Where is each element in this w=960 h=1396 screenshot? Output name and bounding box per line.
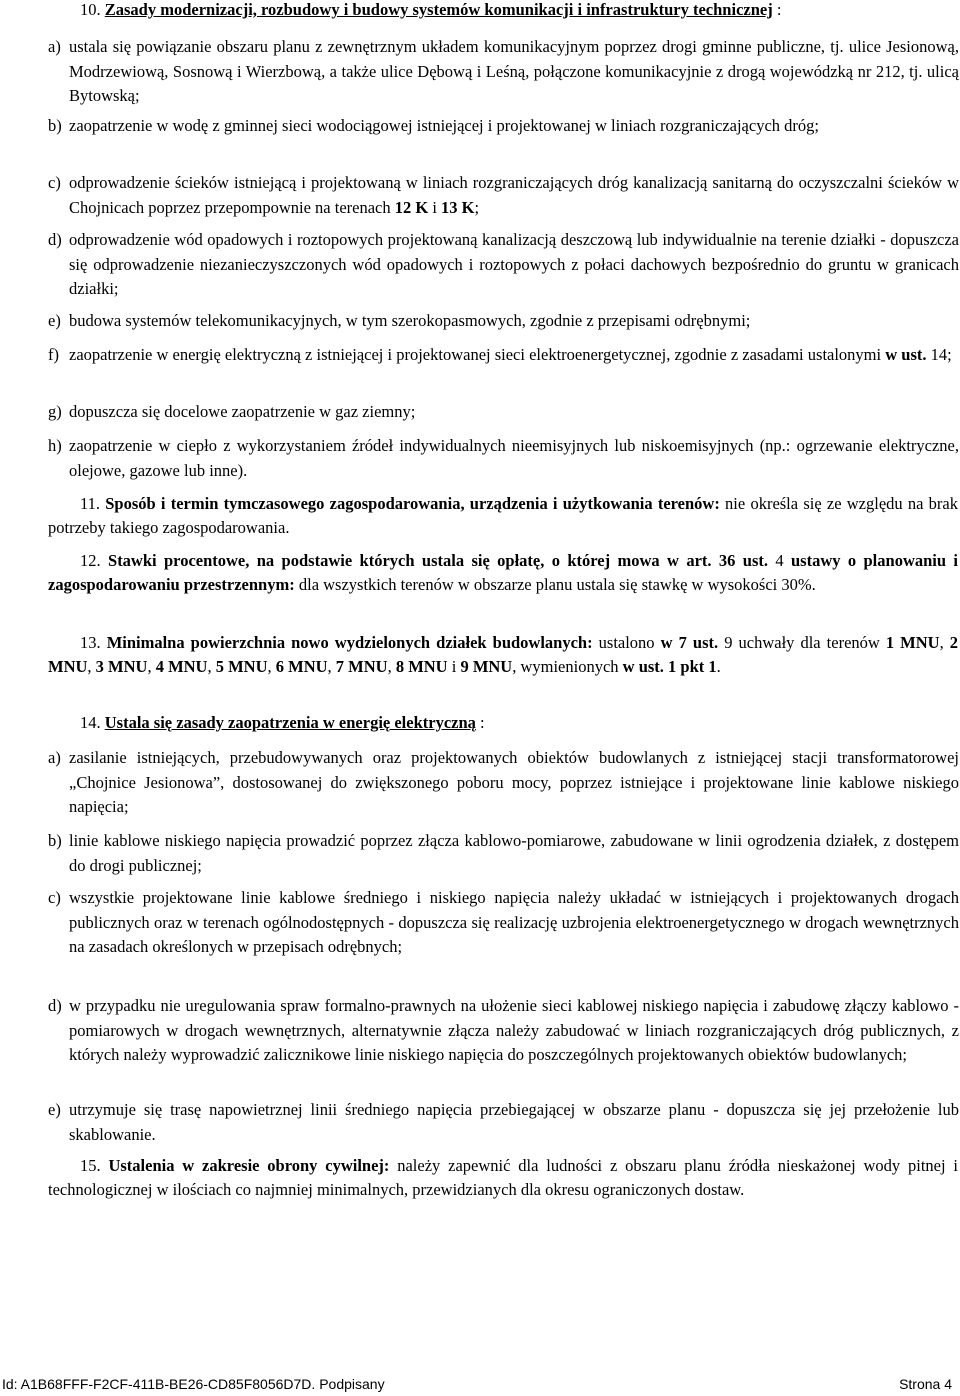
section-12-number: 12. <box>80 551 101 570</box>
item-bold-term: 12 K <box>394 197 429 217</box>
section-14-title: Ustala się zasady zaopatrzenia w energię elektryczną <box>104 713 476 732</box>
item-label: c) <box>48 173 61 192</box>
section-15 <box>48 1154 958 1202</box>
item-text: odprowadzenie wód opadowych i roztopowych projektowaną kanalizacją deszczową lub indywidualnie na terenie działki - dopuszcza się odprowadzenie niezanieczyszczonych wód opadowych i roztopowych z połaci dachowych bezpośrednio do gruntu w granicach działki; <box>69 230 959 298</box>
list-item <box>48 35 960 110</box>
item-text: budowa systemów telekomunikacyjnych, w tym szerokopasmowych, zgodnie z przepisami odrębnymi; <box>69 311 751 330</box>
section-13-bold: 7 MNU <box>335 657 388 676</box>
section-11-number: 11. <box>80 494 101 513</box>
section-15-title: Ustalenia w zakresie obrony cywilnej: <box>108 1156 390 1175</box>
item-text: odprowadzenie ścieków istniejącą i projektowaną w liniach rozgraniczających dróg kanalizacją sanitarną do oczyszczalni ścieków w Chojnicach poprzez przepompownie na terenach <box>69 173 959 217</box>
section-13-bold: 5 MNU <box>215 657 268 676</box>
section-13-number: 13. <box>80 633 101 652</box>
item-label: e) <box>48 1100 61 1119</box>
item-label: a) <box>48 748 61 767</box>
item-text: linie kablowe niskiego napięcia prowadzić poprzez złącza kablowo-pomiarowe, zabudowane w linii ogrodzenia działek, z dostępem do drogi publicznej; <box>69 831 959 875</box>
section-15-number: 15. <box>80 1156 101 1175</box>
section-13-bold: w <box>660 633 673 652</box>
section-13-text: i <box>447 657 461 676</box>
list-item <box>48 309 960 334</box>
list-item <box>48 434 960 484</box>
section-10-title: Zasady modernizacji, rozbudowy i budowy systemów komunikacji i infrastruktury technicznej <box>104 0 773 19</box>
list-item <box>48 228 960 303</box>
item-label: e) <box>48 311 61 330</box>
section-13-bold: 3 MNU <box>95 657 148 676</box>
section-13-bold: w ust. 1 pkt 1 <box>622 657 717 676</box>
section-10-colon: : <box>772 0 782 19</box>
item-text: zaopatrzenie w wodę z gminnej sieci wodociągowej istniejącej i projektowanej w liniach rozgraniczających dróg; <box>69 116 819 135</box>
section-11-title: Sposób i termin tymczasowego zagospodarowania, urządzenia i użytkowania terenów: <box>105 494 720 513</box>
item-text-mid: 14; <box>926 345 952 364</box>
item-label: b) <box>48 116 62 135</box>
section-13-text: ustalono <box>592 633 661 652</box>
item-text-mid: i <box>428 197 442 217</box>
item-text: zaopatrzenie w ciepło z wykorzystaniem źródeł indywidualnych nieemisyjnych lub niskoemisyjnych (np.: ogrzewanie elektryczne, olejowe, gazowe lub inne). <box>69 436 959 480</box>
list-item <box>48 171 960 221</box>
item-label: d) <box>48 230 62 249</box>
section-14-number: 14. <box>80 713 101 732</box>
item-text: ustala się powiązanie obszaru planu z zewnętrznym układem komunikacyjnym poprzez drogi gminne publiczne, tj. ulice Jesionową, Modrzewiową, Sosnową i Wierzbową, a także ulice Dębową i Leśną, połączone komunikacyjnie z drogą wojewódzką nr 212, tj. ulicą Bytowską; <box>69 37 959 105</box>
section-13-text: 9 uchwały dla terenów <box>718 633 886 652</box>
item-label: h) <box>48 436 62 455</box>
footer-page-number: Strona 4 <box>899 1376 952 1392</box>
list-item <box>48 746 960 821</box>
list-item <box>48 114 960 164</box>
section-12 <box>48 549 958 597</box>
item-label: c) <box>48 888 61 907</box>
section-10-number: 10. <box>80 0 101 19</box>
section-12-text: dla wszystkich terenów w obszarze planu ustala się stawkę w wysokości 30%. <box>294 575 816 594</box>
section-15-text: należy zapewnić dla ludności z obszaru planu źródła nieskażonej wody pitnej i technologicznej w ilościach co najmniej minimalnych, przewidzianych dla okresu ograniczonych dostaw. <box>48 1156 959 1199</box>
item-text: dopuszcza się docelowe zaopatrzenie w gaz ziemny; <box>69 402 416 421</box>
section-13-bold: 1 MNU <box>885 633 940 652</box>
item-label: f) <box>48 345 59 364</box>
section-13-title: Minimalna powierzchnia nowo wydzielonych działek budowlanych: <box>106 633 593 652</box>
item-text: zaopatrzenie w energię elektryczną z istniejącej i projektowanej sieci elektroenergetycznej, zgodnie z zasadami ustalonymi <box>69 345 882 364</box>
item-label: d) <box>48 996 62 1015</box>
item-bold-term: 13 K <box>441 197 475 217</box>
section-13-bold: 6 MNU <box>275 657 328 676</box>
section-14-heading <box>80 713 485 733</box>
section-12-title: Stawki procentowe, na podstawie których ustala się opłatę, o której mowa w art. 36 ust. <box>108 551 768 570</box>
item-text: zasilanie istniejących, przebudowywanych oraz projektowanych obiektów budowlanych z istniejącej stacji transformatorowej „Chojnice Jesionowa”, dostosowanej do zwiększonego poboru mocy, poprzez istniejące i projektowane linie kablowe niskiego napięcia; <box>69 748 959 816</box>
section-13-text: . <box>716 657 721 676</box>
item-label: g) <box>48 402 62 421</box>
item-label: b) <box>48 831 62 850</box>
list-item <box>48 994 960 1094</box>
section-13-bold: 2 MNU <box>48 633 959 676</box>
section-12-mid: 4 <box>767 551 791 570</box>
section-13-bold: 4 MNU <box>155 657 208 676</box>
item-text-end: ; <box>474 197 480 217</box>
section-10-heading <box>80 0 781 20</box>
item-bold-term: w ust. <box>885 345 927 364</box>
section-13-bold: 8 MNU <box>395 657 448 676</box>
list-item <box>48 829 960 879</box>
section-11 <box>48 492 958 540</box>
list-item <box>48 1098 960 1148</box>
section-14-colon: : <box>475 713 485 732</box>
item-text: utrzymuje się trasę napowietrznej linii średniego napięcia przebiegającej w obszarze planu - dopuszcza się jej przełożenie lub skablowanie. <box>69 1100 959 1144</box>
list-item <box>48 400 960 425</box>
section-13-bold: 9 MNU <box>460 657 513 676</box>
section-13-text: , wymienionych <box>512 657 623 676</box>
footer-document-id: Id: A1B68FFF-F2CF-411B-BE26-CD85F8056D7D. Podpisany <box>2 1376 385 1392</box>
list-item <box>48 886 960 986</box>
item-text: w przypadku nie uregulowania spraw formalno-prawnych na ułożenie sieci kablowej niskiego napięcia i zabudowę złączy kablowo - pomiarowych w drogach wewnętrznych, alternatywnie złącza należy zabudować w liniach rozgraniczających dróg publicznych, z których należy wyprowadzić zalicznikowe linie niskiego napięcia do poszczególnych projektowanych obiektów budowlanych; <box>69 996 959 1064</box>
section-13: 13. Minimalna powierzchnia nowo wydzielonych działek budowlanych: ustalono w 7 ust. 9 uchwały dla terenów 1 MNU, 2 MNU, 3 MNU, 4 MNU, 5 MNU, 6 MNU, 7 MNU, 8 MNU i 9 MNU, wymienionych w ust. 1 pkt 1. <box>48 633 959 676</box>
section-11-text: nie określa się ze względu na brak potrzeby takiego zagospodarowania. <box>48 494 958 537</box>
section-13-bold: 7 ust. <box>678 633 719 652</box>
section-12-title-2: ustawy o planowaniu i zagospodarowaniu przestrzennym: <box>48 551 959 594</box>
list-item <box>48 343 960 393</box>
item-label: a) <box>48 37 61 56</box>
item-text: wszystkie projektowane linie kablowe średniego i niskiego napięcia należy układać w istniejących i projektowanych drogach publicznych oraz w terenach ogólnodostępnych - dopuszcza się realizację uzbrojenia elektroenergetycznego w drogach wewnętrznych na zasadach określonych w przepisach odrębnych; <box>69 888 959 956</box>
